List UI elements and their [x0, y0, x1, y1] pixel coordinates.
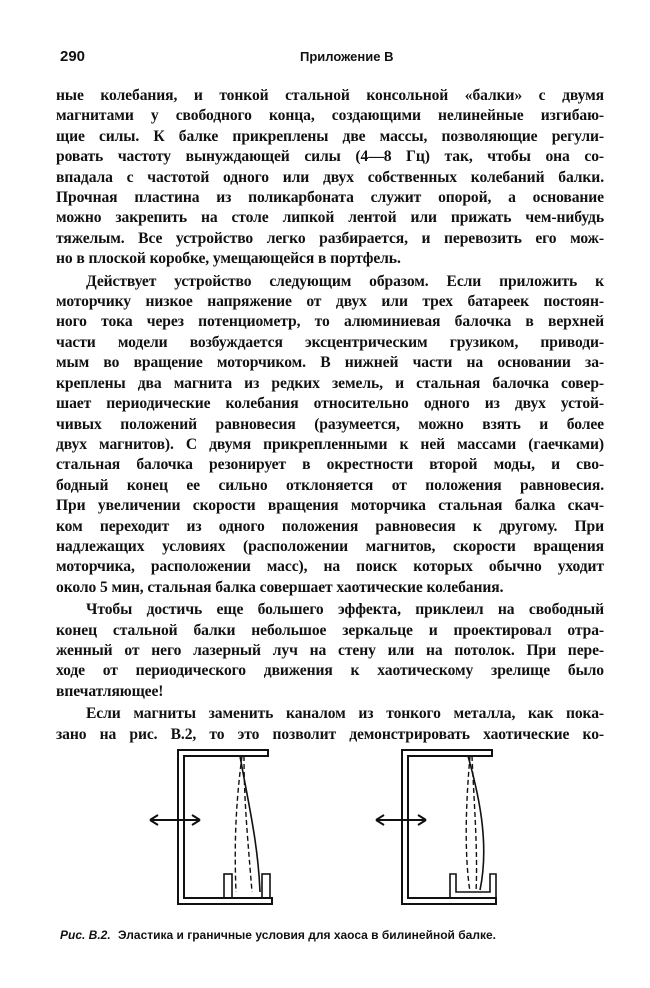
text-line: части модели возбуждается эксцентрическим грузиком, приводи- [56, 333, 604, 351]
text-line: стальная балочка резонирует в окрестности второй моды, и сво- [56, 456, 604, 474]
page-header [60, 48, 605, 70]
text-line: При увеличении скорости вращения моторчика стальная балка скач- [56, 497, 604, 515]
caption-text: Эластика и граничные условия для хаоса в билинейной балке. [118, 928, 496, 942]
caption-label: Рис. В.2. [60, 928, 111, 942]
metal-channel [450, 874, 496, 898]
text-line: Если магниты заменить каналом из тонкого металла, как пока- [86, 705, 604, 723]
right-diagram [376, 750, 496, 904]
text-line: но в плоской коробке, умещающейся в портфель. [56, 250, 401, 268]
figure-caption [60, 928, 605, 942]
beam-dashed-1 [235, 756, 242, 892]
text-line: надлежащих условиях (расположении магнитов, скорости вращения [56, 537, 604, 555]
text-line: ного тока через потенциометр, то алюминиевая балочка в верхней [56, 313, 604, 331]
text-line: чивых положений равновесия (разумеется, можно взять и более [56, 415, 604, 433]
page-number: 290 [60, 48, 86, 65]
text-line: магнитами у свободного конца, создающими нелинейные изгибаю- [56, 107, 604, 125]
magnet-left-b [262, 874, 270, 898]
text-line: двух магнитов). С двумя прикрепленными к ней массами (гаечками) [56, 435, 604, 453]
text-line: конец стальной балки небольшое зеркальце и проектировал отра- [56, 621, 604, 639]
text-line: ходе от периодического движения к хаотическому зрелище было [56, 662, 604, 680]
body-text [56, 86, 604, 745]
text-line: ные колебания, и тонкой стальной консольной «балки» с двумя [56, 87, 604, 104]
text-line: женный от него лазерный луч на стену или на потолок. При пере- [56, 641, 604, 659]
text-line: щие силы. К балке прикреплены две массы, позволяющие регули- [56, 127, 604, 145]
text-line: можно закрепить на столе липкой лентой или прижать чем-нибудь [56, 209, 604, 227]
figure-b2 [140, 742, 540, 917]
beam-dashed-2 [244, 756, 252, 892]
beam-dashed-right-2 [472, 756, 477, 892]
text-line: шает периодические колебания относительно одного из двух устой- [56, 395, 604, 413]
text-line: Прочная пластина из поликарбоната служит опорой, а основание [56, 189, 604, 207]
text-line: Чтобы достичь еще большего эффекта, приклеил на свободный [86, 601, 604, 619]
text-line: ровать частоту вынуждающей силы (4—8 Гц) так, чтобы она со- [56, 148, 604, 166]
running-head: Приложение В [300, 49, 394, 64]
text-line: бодный конец ее сильно отклоняется от положения равновесия. [56, 476, 604, 494]
frame-left [178, 750, 272, 904]
text-line: креплены два магнита из редких земель, и стальная балочка совер- [56, 374, 604, 392]
text-line: моторчика, расположении масс), на поиск которых обычно уходит [56, 558, 604, 576]
magnet-left-a [224, 874, 232, 898]
text-line: Действует устройство следующим образом. Если приложить к [86, 272, 604, 290]
text-line: около 5 мин, стальная балка совершает хаотические колебания. [56, 578, 504, 596]
text-line: моторчику низкое напряжение от двух или трех батареек постоян- [56, 293, 604, 311]
beam-dashed-right-1 [466, 756, 470, 892]
text-line: впечатляющее! [56, 682, 164, 700]
text-line: мым во вращение моторчиком. В нижней части на основании за- [56, 354, 604, 372]
left-diagram [150, 750, 272, 904]
text-line: зано на рис. В.2, то это позволит демонстрировать хаотические ко- [56, 725, 604, 743]
text-line: тяжелым. Все устройство легко разбирается, и перевозить его мож- [56, 229, 604, 247]
text-line: впадала с частотой одного или двух собственных колебаний балки. [56, 168, 604, 186]
text-line: ком переходит из одного положения равновесия к другому. При [56, 517, 604, 535]
